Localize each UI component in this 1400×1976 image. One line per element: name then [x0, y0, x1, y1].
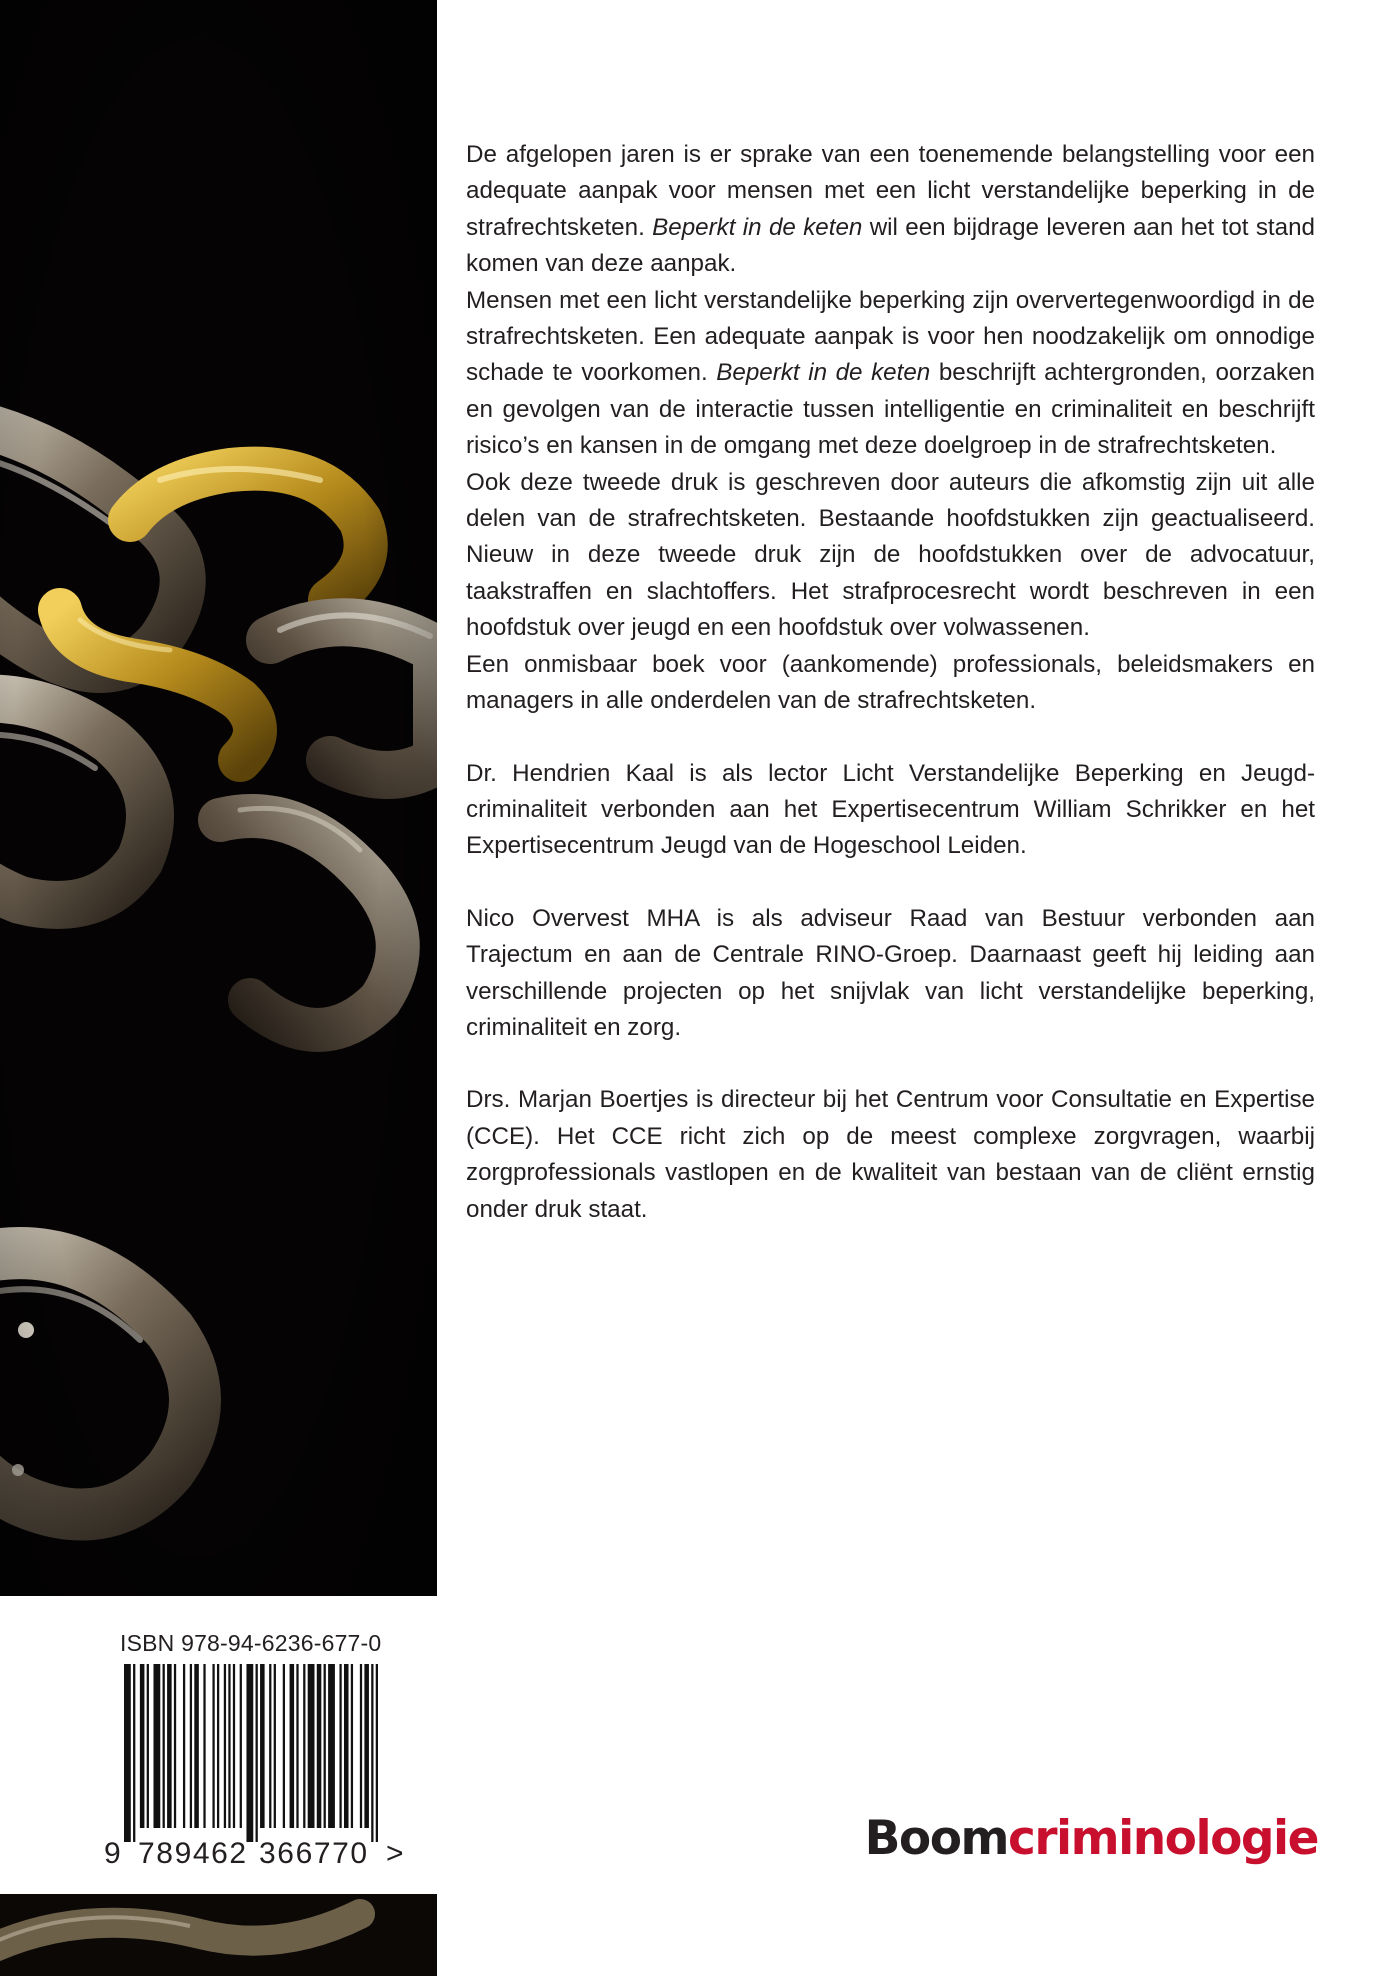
blurb-paragraph-2: [466, 283, 1315, 465]
barcode-bar: [163, 1664, 165, 1828]
barcode-quiet-zone-arrow: >: [386, 1837, 404, 1870]
barcode-bar: [371, 1664, 373, 1842]
publisher-logo: [865, 1811, 1318, 1867]
barcode-bar: [217, 1664, 219, 1828]
barcode-bar: [124, 1664, 131, 1842]
book-title-italic: Beperkt in de keten: [652, 213, 863, 241]
blurb-text: De afgelopen jaren is er sprake van een toenemende belangstelling voor een adequate aanpak voor mensen met een licht verstandelijke beperking in de strafrechtsketen.: [466, 141, 1315, 241]
barcode-bar: [344, 1664, 349, 1828]
barcode-bar: [339, 1664, 341, 1828]
book-title-italic: Beperkt in de keten: [716, 359, 931, 387]
barcode-bar: [351, 1664, 353, 1828]
chain-links-photo-icon: [0, 0, 437, 1596]
author-bio-3: Drs. Marjan Boertjes is directeur bij het Centrum voor Consultatie en Expertise (CCE). Het CCE richt zich op de meest complexe zorgvragen, waarbij zorgprofessionals vastlopen en de kwaliteit van bestaan van de cliënt ernstig onder druk staat.: [466, 1086, 1315, 1223]
blurb-paragraph-4: Een onmisbaar boek voor (aankomende) professionals, beleidsmakers en managers in alle onderdelen van de strafrechtsketen.: [466, 650, 1315, 715]
barcode-bar: [203, 1664, 205, 1828]
barcode-bar: [224, 1664, 226, 1828]
barcode-bar: [364, 1664, 369, 1828]
barcode-bar: [240, 1664, 242, 1828]
barcode-bar: [269, 1664, 271, 1828]
barcode-bar: [376, 1664, 378, 1842]
barcode-bar: [296, 1664, 298, 1828]
barcode-bar: [324, 1664, 326, 1828]
barcode-bar: [303, 1664, 305, 1828]
barcode-bar: [167, 1664, 172, 1828]
publisher-name-boom: Boom: [864, 1811, 1008, 1866]
author-bio-1: Dr. Hendrien Kaal is als lector Licht Verstandelijke Beperking en Jeugdcriminaliteit verbonden aan het Expertisecentrum William Schrikker en het Expertisecentrum Jeugd van de Hogeschool Leiden.: [466, 759, 1315, 860]
barcode-bar: [233, 1664, 235, 1828]
cover-photo-strip: [0, 1894, 437, 1976]
barcode-bar: [328, 1664, 335, 1828]
blurb-paragraph-1: [466, 137, 1315, 283]
barcode-bar: [147, 1664, 149, 1828]
back-cover-text: [466, 137, 1315, 1228]
barcode-digit-lead: 9: [104, 1837, 121, 1870]
blurb-paragraph-3: Ook deze tweede druk is geschreven door auteurs die afkomstig zijn uit alle delen van de strafrechtsketen. Bestaande hoofdstukken zijn geactualiseerd. Nieuw in deze tweede druk zijn de hoofdstukken over de advocatuur, taakstraffen en slachtoffers. Het strafprocesrecht wordt beschreven in een hoofdstuk over jeugd en een hoofdstuk over volwassenen.: [466, 468, 1315, 642]
barcode-bar: [228, 1664, 230, 1828]
blurb-text: Mensen met een licht verstandelijke beperking zijn oververtegenwoordigd in de strafrechtsketen. Een adequate aanpak is voor hen noodzakelijk om onnodige schade te voorkomen.: [466, 286, 1315, 387]
barcode-bar: [140, 1664, 145, 1828]
barcode-bar: [246, 1664, 253, 1842]
barcode-bar: [283, 1664, 285, 1828]
barcode-digit-group-1: 789462: [138, 1837, 248, 1870]
barcode-bar: [317, 1664, 322, 1828]
barcode-bar: [194, 1664, 199, 1828]
chain-links-strip-icon: [0, 1894, 437, 1976]
barcode-bar: [212, 1664, 214, 1828]
barcode-bar: [183, 1664, 185, 1828]
author-bio-2: Nico Overvest MHA is als adviseur Raad van Bestuur verbonden aan Trajectum en aan de Centrale RINO-Groep. Daarnaast geeft hij leiding aan verschillende projecten op het snijvlak van licht verstandelijke beperking, criminaliteit en zorg.: [466, 904, 1315, 1041]
barcode-bar: [308, 1664, 315, 1828]
barcode-digit-group-2: 366770: [259, 1837, 369, 1870]
barcode-bar: [190, 1664, 192, 1828]
barcode-bar: [256, 1664, 258, 1842]
blurb-text: beschrijft achtergronden, oorzaken en gevolgen van de interactie tussen intelligentie en criminaliteit en beschrijft risico’s en kansen in de omgang met deze doelgroep in de strafrechtsketen.: [466, 359, 1315, 460]
barcode-bar: [360, 1664, 362, 1828]
barcode-bar: [274, 1664, 276, 1828]
publisher-name-imprint: criminologie: [1007, 1811, 1318, 1866]
barcode-bar: [153, 1664, 160, 1828]
barcode-bar: [260, 1664, 265, 1828]
barcode-bar: [133, 1664, 135, 1842]
barcode-bar: [174, 1664, 176, 1828]
barcode-digits: [104, 1836, 414, 1872]
barcode-icon: [124, 1664, 378, 1842]
isbn-label: ISBN 978-94-6236-677-0: [120, 1630, 382, 1656]
barcode-bar: [290, 1664, 295, 1828]
cover-photo-panel: [0, 0, 437, 1596]
blurb-text: wil een bijdrage leveren aan het tot stand komen van deze aanpak.: [466, 213, 1315, 278]
